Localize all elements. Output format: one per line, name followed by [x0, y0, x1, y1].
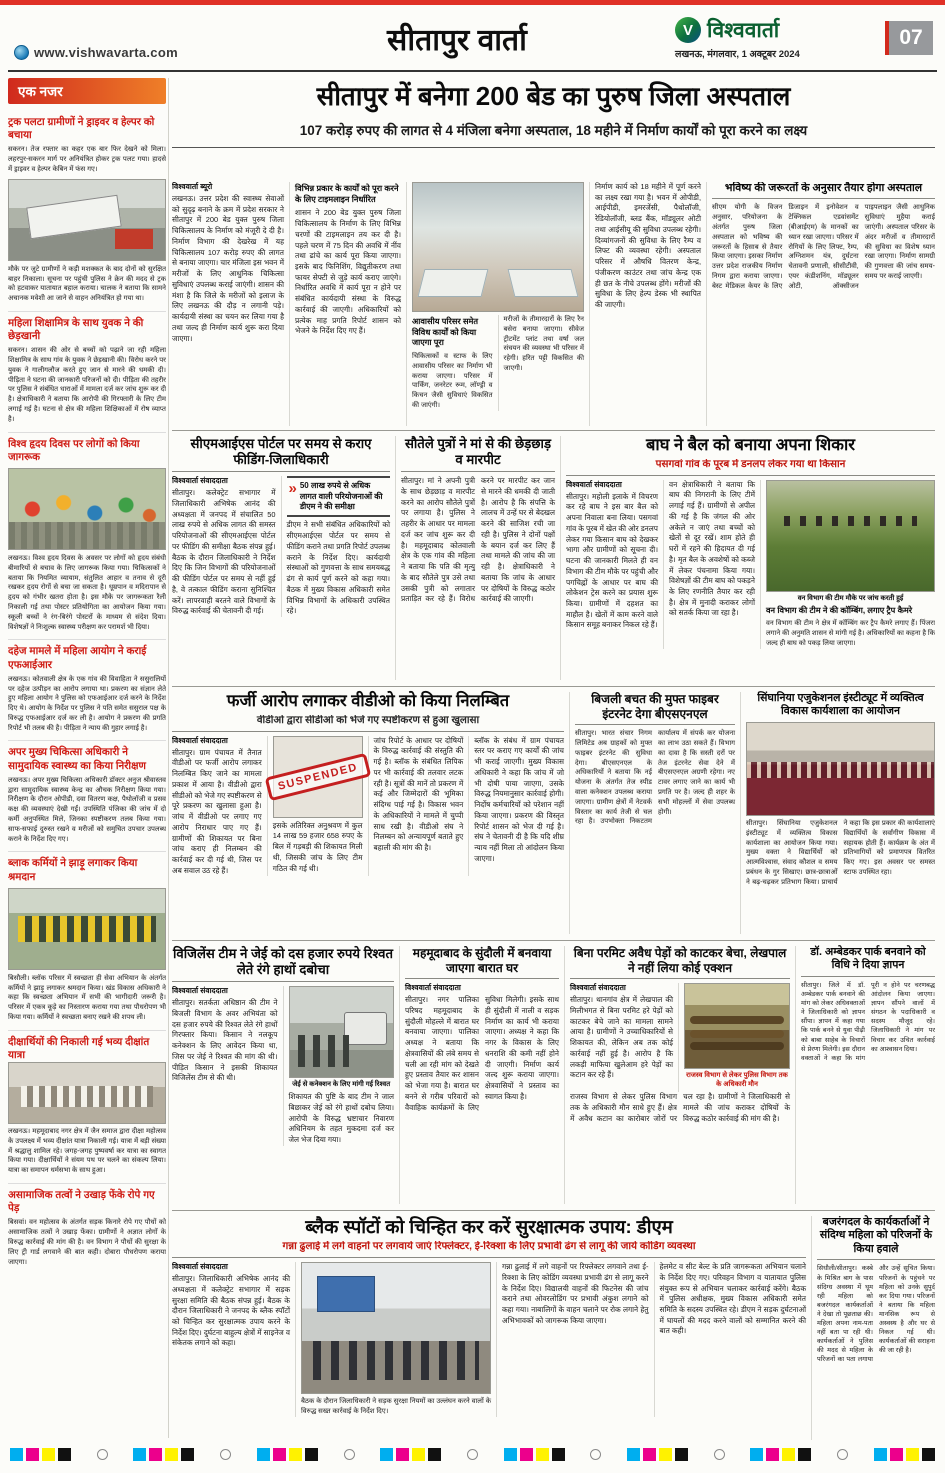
lead-deck: 107 करोड़ रुपए की लागत से 4 मंजिला बनेगा अस्पताल, 18 महीने में निर्माण कार्यों को पूरा करने का लक्ष्य	[299, 122, 808, 138]
lead-headline[interactable]: सीतापुर में बनेगा 200 बेड का पुरुष जिला अस्पताल	[316, 81, 791, 111]
vigilance-photo-caption: जेई से कनेक्शन के लिए मांगी गई रिश्वत	[292, 1081, 391, 1089]
illegal-trees-text: राजस्व विभाग से लेकर पुलिस विभाग तक के अधिकारी मौन साधे हुए हैं। क्षेत्र में अवैध कटान का कारोबार जोरों पर चल रहा है। ग्रामीणों ने जिलाधिकारी से मामले की जांच कराकर दोषियों के विरुद्ध कठोर कार्रवाई की मांग की है।	[570, 1092, 790, 1123]
illegal-trees-column-1	[570, 983, 673, 1092]
press-marks	[10, 1447, 935, 1462]
header-divider	[8, 70, 937, 72]
page-number-box	[885, 21, 933, 55]
article-vigilance	[172, 946, 394, 1204]
bsnl-text: सीतापुर। भारत संचार निगम लिमिटेड अब ग्राहकों को मुफ्त फाइबर इंटरनेट की सुविधा देगा। बीएसएनएल के अधिकारियों ने बताया कि नई योजना के अंतर्गत तेज स्पीड वाला कनेक्शन उपलब्ध कराया जाएगा। ग्रामीण क्षेत्रों में नेटवर्क विस्तार का कार्य तेजी से चल रहा है। उपभोक्ता निकटतम कार्यालय में संपर्क कर योजना का लाभ उठा सकते हैं। विभाग का दावा है कि सस्ती दरों पर तेज इंटरनेट सेवा देने में बीएसएनएल अग्रणी रहेगा। नए टावर लगाए जाने का कार्य भी प्रगति पर है। जल्द ही शहर के सभी मोहल्लों में सेवा उपलब्ध होगी।	[575, 730, 735, 826]
website-url: www.vishwavarta.com	[34, 45, 178, 60]
registration-mark-icon	[837, 1449, 848, 1460]
cmis-column-2	[281, 476, 391, 617]
sidebar-article-truck	[8, 111, 166, 304]
website-link[interactable]	[14, 45, 239, 66]
article-bsnl	[569, 692, 735, 934]
cmis-headline[interactable]: सीएमआईएस पोर्टल पर समय से कराए फीडिंग-जिलाधिकारी	[190, 436, 372, 468]
black-spots-text: गन्ना ढुलाई में लगे वाहनों पर रिफ्लेक्टर लगवाने तथा ई-रिक्शा के लिए कोडिंग व्यवस्था प्रभावी ढंग से लागू करने के निर्देश दिए। विद्यालयी वाहनों की फिटनेस की जांच कराने तथा ओवरलोडिंग पर प्रभावी अंकुश लगाने को कहा गया। नाबालिगों के वाहन चलाने पर रोक लगाने हेतु अभिभावकों को जागरूक किया जाएगा।	[502, 1262, 649, 1325]
cmyk-color-patch	[133, 1448, 194, 1461]
sidebar-article-text: लखनऊ। कोतवाली क्षेत्र के एक गांव की विवाहिता ने ससुरालियों पर दहेज उत्पीड़न का आरोप लगाया था। प्रकरण का संज्ञान लेते हुए महिला आयोग ने पुलिस को एफआईआर दर्ज करने के निर्देश दिए थे। आयोग के निर्देश पर पुलिस ने पति समेत ससुराल पक्ष के विरुद्ध एफआईआर दर्ज कर ली है। आयोग ने प्रकरण की प्रगति रिपोर्ट भी तलब की है। पीड़िता ने न्याय की गुहार लगाई है।	[8, 675, 166, 732]
illegal-trees-text: सीतापुर। थानगांव क्षेत्र में लेखपाल की मिलीभगत से बिना परमिट हरे पेड़ों को काटकर बेचे जाने का मामला सामने आया है। ग्रामीणों ने उच्चाधिकारियों से शिकायत की, लेकिन अब तक कोई कार्रवाई नहीं हुई है। आरोप है कि लकड़ी माफिया खुलेआम हरे पेड़ों का कटान कर रहे हैं।	[570, 995, 673, 1080]
vigilance-text: सीतापुर। सतर्कता अधिष्ठान की टीम ने बिजली विभाग के अवर अभियंता को दस हजार रुपये की रिश्वत लेते रंगे हाथों गिरफ्तार किया। किसान ने नलकूप कनेक्शन के लिए आवेदन किया था, जिस पर जेई ने रिश्वत की मांग की थी। पीड़ित किसान ने इसकी शिकायत विजिलेंस टीम से की थी।	[172, 998, 278, 1083]
sidebar-article-text: सकरन। तेज रफ्तार का कहर एक बार फिर देखने को मिला। लहरपुर-सकरन मार्ग पर अनियंत्रित होकर ट्रक पलट गया। हादसे में ड्राइवर व हेल्पर केबिन में फंस गए।	[8, 146, 166, 173]
sidebar-article-molestation	[8, 311, 166, 425]
registration-mark-icon	[714, 1449, 725, 1460]
black-spots-text: सीतापुर। जिलाधिकारी अभिषेक आनंद की अध्यक्षता में कलेक्ट्रेट सभागार में सड़क सुरक्षा समिति की बैठक संपन्न हुई। बैठक के दौरान जिलाधिकारी ने जनपद के ब्लैक स्पॉटों को चिन्हित कर सुरक्षात्मक उपाय करने के निर्देश दिए। दुर्घटना बाहुल्य क्षेत्रों में साइनेज व संकेतक लगाने को कहा।	[172, 1274, 290, 1348]
lead-column-3	[589, 182, 701, 426]
tiger-photo-caption: वन विभाग की टीम मौके पर जांच करती हुई	[797, 594, 904, 602]
barat-ghar-text: सीतापुर। नगर पालिका परिषद महमूदाबाद के सुंदौली मोहल्ले में बारात घर बनवाया जाएगा। पालिका अध्यक्ष ने बताया कि क्षेत्रवासियों की लंबे समय से चली आ रही मांग को देखते हुए प्रस्ताव तैयार कर शासन को भेजा गया है। बारात घर बनने से गरीब परिवारों को वैवाहिक कार्यक्रमों के लिए सुविधा मिलेगी। इसके साथ ही सुंदौली में नाली व सड़क निर्माण का कार्य भी कराया जाएगा। अध्यक्ष ने कहा कि नगर के विकास के लिए धनराशि की कमी नहीं होने दी जाएगी। निर्माण कार्य जल्द शुरू कराया जाएगा। क्षेत्रवासियों ने प्रस्ताव का स्वागत किया है।	[405, 995, 559, 1112]
black-spots-text: बैठक के दौरान जिलाधिकारी ने सड़क सुरक्षा नियमों का उल्लंघन करने वालों के विरुद्ध सख्त कार्रवाई के निर्देश दिए।	[301, 1398, 491, 1415]
black-spots-headline[interactable]: ब्लैक स्पॉटों को चिन्हित कर करें सुरक्षात्मक उपाय: डीएम	[305, 1216, 673, 1237]
singhania-text: सीतापुर। सिंघानिया एजुकेशनल इंस्टीट्यूट में व्यक्तित्व विकास कार्यशाला का आयोजन किया गया। मुख्य वक्ता ने विद्यार्थियों को आत्मविश्वास, संवाद कौशल व समय प्रबंधन के गुर सिखाए। छात्र-छात्राओं ने बढ़-चढ़कर प्रतिभाग किया। प्राचार्य ने कहा कि इस प्रकार की कार्यशालाएं विद्यार्थियों के सर्वांगीण विकास में सहायक होती हैं। कार्यक्रम के अंत में प्रतिभागियों को प्रमाणपत्र वितरित किए गए। इस अवसर पर समस्त स्टाफ उपस्थित रहा।	[746, 819, 935, 886]
row-6	[172, 1210, 935, 1440]
article-ambedkar-park	[795, 946, 935, 1204]
cmis-byline: विश्ववार्ता संवाददाता	[172, 476, 228, 486]
sidebar-ek-nazar	[8, 78, 166, 1438]
barat-ghar-headline[interactable]: महमूदाबाद के सुंदौली में बनवाया जाएगा बारात घर	[412, 946, 552, 975]
black-spots-column-1	[172, 1262, 290, 1417]
article-cmis	[172, 436, 390, 680]
lead-story-header	[172, 82, 935, 148]
tiger-headline[interactable]: बाघ ने बैल को बनाया अपना शिकार	[646, 436, 855, 454]
sidebar-article-shramdan	[8, 851, 166, 1022]
stepsons-headline[interactable]: सौते‌ले पुत्रों ने मां से की छेड़छाड़ व मारपीट	[404, 436, 552, 468]
tiger-text: वन विभाग की टीम ने क्षेत्र में कॉम्बिंग कर ट्रैप कैमरे लगाए हैं। पिंजरा लगाने की अनुमति शासन से मांगी गई है। अधिकारियों का कहना है कि जल्द ही बाघ को पकड़ लिया जाएगा।	[766, 620, 935, 647]
sidebar-article-diksha-yatra	[8, 1030, 166, 1176]
illegal-trees-photo-caption: राजस्व विभाग से लेकर पुलिस विभाग तक के अधिकारी मौन	[686, 1072, 788, 1089]
sidebar-article-text: लखनऊ। महमूदाबाद नगर क्षेत्र में जैन समाज द्वारा दीक्षा महोत्सव के उपलक्ष्य में भव्य दीक्षांत यात्रा निकाली गई। यात्रा में बड़ी संख्या में श्रद्धालु शामिल रहे। जगह-जगह पुष्पवर्षा कर यात्रा का स्वागत किया गया। दीक्षार्थियों ने संयम पथ पर चलने का संकल्प लिया। यात्रा का समापन धर्मसभा के साथ हुआ।	[8, 1128, 166, 1175]
vdo-headline[interactable]: फर्जी आरोप लगाकर वीडीओ को किया निलम्बित	[226, 692, 510, 710]
vigilance-photo-column	[283, 986, 395, 1146]
globe-icon	[14, 45, 29, 60]
illegal-trees-headline[interactable]: बिना परमिट अवैध पेड़ों को काटकर बेचा, लेखपाल ने नहीं लिया कोई एक्शन	[573, 946, 787, 975]
dateline: लखनऊ, मंगलवार, 1 अक्टूबर 2024	[675, 49, 800, 60]
vdo-text: सीतापुर। ग्राम पंचायत में तैनात वीडीओ पर फर्जी आरोप लगाकर निलम्बित किए जाने का मामला प्रकाश में आया है। वीडीओ द्वारा सीडीओ को भेजे गए स्पष्टीकरण से पूरे प्रकरण का खुलासा हुआ है। जांच में वीडीओ पर लगाए गए आरोप निराधार पाए गए हैं। ग्रामीणों की शिकायत पर बिना जांच कराए ही निलम्बन की कार्रवाई कर दी गई थी, जिस पर अब सवाल उठ रहे हैं।	[172, 747, 262, 875]
ambedkar-text: सीतापुर। जिले में डॉ. अम्बेडकर पार्क बनवाने की मांग को लेकर अधिवक्ताओं ने जिलाधिकारी को ज्ञापन सौंपा। ज्ञापन में कहा गया कि पार्क बनने से युवा पीढ़ी को बाबा साहेब के विचारों से प्रेरणा मिलेगी। इस दौरान वक्ताओं ने कहा कि मांग पूरी न होने पर चरणबद्ध आंदोलन किया जाएगा। ज्ञापन सौंपने वालों में संगठन के पदाधिकारी व सदस्य मौजूद रहे। जिलाधिकारी ने मांग पर विचार कर उचित कार्रवाई का आश्वासन दिया।	[801, 981, 935, 1062]
lead-column-1	[172, 182, 284, 426]
article-stepsons	[395, 436, 555, 680]
brand-block	[675, 16, 875, 60]
vigilance-column-1	[172, 986, 278, 1146]
lead-mini-column-2	[498, 315, 585, 411]
black-spots-photo-column	[295, 1262, 491, 1417]
sidebar-article-title[interactable]: दहेज मामले में महिला आयोग ने कराई एफआईआर	[8, 646, 147, 671]
sidebar-article-text: लखनऊ। अपर मुख्य चिकित्सा अधिकारी डॉक्टर अनुज श्रीवास्तव द्वारा सामुदायिक स्वास्थ्य केन्द्र का औचक निरीक्षण किया गया। निरीक्षण के दौरान ओपीडी, दवा वितरण कक्ष, पैथोलॉजी व प्रसव कक्ष की व्यवस्थाएं देखी गईं। उपस्थिति पंजिका की जांच में दो कर्मी अनुपस्थित मिले, जिनका स्पष्टीकरण तलब किया गया। साफ-सफाई दुरुस्त रखने व मरीजों को समुचित उपचार उपलब्ध कराने के निर्देश दिए गए।	[8, 776, 166, 843]
lead-column-2	[289, 182, 401, 426]
sidebar-header: एक नजर	[8, 78, 166, 104]
page-header	[14, 10, 933, 66]
illegal-trees-photo-column	[678, 983, 790, 1092]
sidebar-article-title[interactable]: विश्व हृदय दिवस पर लोगों को किया जागरूक	[8, 438, 140, 463]
tiger-subhead: वन विभाग की टीम ने की कॉम्बिंग, लगाए ट्रैप कैमरे	[766, 605, 913, 615]
sidebar-article-uprooted-trees	[8, 1183, 166, 1267]
cmyk-color-patch	[257, 1448, 318, 1461]
vdo-byline: विश्ववार्ता संवाददाता	[172, 735, 228, 745]
bsnl-headline[interactable]: बिजली बचत की मुफ्त फाइबर इंटरनेट देगा बीएसएनएल	[591, 692, 719, 721]
divider	[172, 731, 564, 732]
cmyk-color-patch	[10, 1448, 71, 1461]
tiger-column-2	[663, 480, 755, 649]
cmyk-color-patch	[750, 1448, 811, 1461]
barat-ghar-byline: विश्ववार्ता संवाददाता	[405, 983, 461, 993]
sidebar-article-title[interactable]: ब्लाक कर्मियों ने झाड़ू लगाकर किया श्रमदान	[8, 858, 138, 883]
illegal-trees-byline: विश्ववार्ता संवाददाता	[570, 983, 626, 993]
row-3	[172, 430, 935, 680]
cmis-quote-text: 50 लाख रुपये से अधिक लागत वाली परियोजनाओं की डीएम ने की समीक्षा	[299, 481, 383, 511]
tiger-deck: पसगवां गांव के पूरब में डनलप लेकर गया था किसान	[655, 458, 846, 470]
vdo-deck: वीडीओ द्वारा सीडीओ को भेजे गए स्पष्टीकरण से हुआ खुलासा	[256, 714, 480, 726]
brand-name: विश्ववार्ता	[707, 19, 780, 42]
lead-photo-subcolumns	[412, 315, 584, 411]
registration-mark-icon	[97, 1449, 108, 1460]
lead-side-article	[706, 182, 935, 426]
vdo-text: ब्लॉक के संबंध में ग्राम पंचायत स्तर पर कराए गए कार्यों की जांच भी कराई जाएगी। मुख्य विकास अधिकारी ने कहा कि जांच में जो भी दोषी पाया जाएगा, उसके विरुद्ध नियमानुसार कार्रवाई होगी। निर्दोष कर्मचारियों को परेशान नहीं किया जाएगा। प्रकरण की विस्तृत रिपोर्ट शासन को भेज दी गई है। संघ ने चेतावनी दी है कि यदि शीघ्र न्याय नहीं मिला तो आंदोलन किया जाएगा।	[474, 735, 564, 863]
sidebar-article-title[interactable]: असामाजिक तत्वों ने उखाड़ फेंके रोपे गए पेड़	[8, 1190, 155, 1215]
sidebar-article-text: बिसवां। वन महोत्सव के अंतर्गत सड़क किनारे रोपे गए पौधों को असामाजिक तत्वों ने उखाड़ फेंका। ग्रामीणों ने अज्ञात लोगों के विरुद्ध कार्रवाई की मांग की है। वन विभाग ने पौधों की सुरक्षा के लिए ट्री गार्ड लगवाने की बात कही। दोबारा पौधरोपण कराया जाएगा।	[8, 1219, 166, 1266]
registration-mark-icon	[344, 1449, 355, 1460]
side-article-text: सीएम योगी के विजन अनुसार, परियोजना के अंतर्गत पुरुष जिला अस्पताल को भविष्य की जरूरतों के हिसाब से तैयार किया जाएगा। इसका निर्माण उत्तर प्रदेश राजकीय निर्माण निगम द्वारा कराया जाएगा। बेस्ट मेडिकल केयर के लिए डिजाइन में इनोवेशन व टेक्निकल एडवांसमेंट (बीआईएम) के मानकों का ध्यान रखा जाएगा। परिसर में रोगियों के लिए लिफ्ट, रैम्प, अग्निशमन यंत्र, दुर्घटना चेतावनी प्रणाली, सीसीटीवी, एयर कंडीशनिंग, मॉड्यूलर ओटी, ऑक्सीजन पाइपलाइन जैसी आधुनिक सुविधाएं मुहैया कराई जाएंगी। अस्पताल परिसर के अंदर मरीजों व तीमारदारों की सुविधा का विशेष ध्यान रखा जाएगा। निर्माण सामग्री की गुणवत्ता की जांच समय-समय पर कराई जाएगी।	[712, 204, 935, 290]
sidebar-article-text: मौके पर जुटे ग्रामीणों ने कड़ी मशक्कत के बाद दोनों को सुरक्षित बाहर निकाला। सूचना पर पहुंची पुलिस ने क्रेन की मदद से ट्रक को हटवाकर यातायात बहाल कराया। चालक ने बताया कि सामने अचानक मवेशी आ जाने से वाहन अनियंत्रित हो गया था।	[8, 265, 166, 303]
lead-byline: विश्ववार्ता ब्यूरो	[172, 182, 213, 191]
vishwavarta-logo-icon: V	[675, 17, 701, 43]
singhania-headline[interactable]: सिंघानिया एजुकेशनल इंस्टीट्यूट में व्यक्तित्व विकास कार्यशाला का आयोजन	[757, 692, 924, 718]
truck-accident-photo	[8, 179, 166, 261]
sidebar-article-text: लखनऊ। विश्व हृदय दिवस के अवसर पर लोगों को हृदय संबंधी बीमारियों से बचाव के लिए जागरूक किया गया। चिकित्सकों ने बताया कि नियमित व्यायाम, संतुलित आहार व तनाव से दूरी रखकर हृदय रोगों से बचा जा सकता है। धूम्रपान व मदिरापान से हृदय को गंभीर खतरा होता है। इस मौके पर जागरूकता रैली निकाली गई तथा पोस्टर प्रतियोगिता का आयोजन किया गया। स्कूली बच्चों ने रंग-बिरंगे पोस्टरों के माध्यम से संदेश दिया। विशेषज्ञों ने निःशुल्क स्वास्थ्य परीक्षण कर परामर्श भी दिया।	[8, 554, 166, 631]
tiger-text: सीतापुर। महोली इलाके में विचरण कर रहे बाघ ने इस बार बैल को अपना निवाला बना लिया। पसगवां गांव के पूरब में खेत की ओर डनलप लेकर गया किसान बाघ को देखकर भागा और ग्रामीणों को सूचना दी। घटना की जानकारी मिलते ही वन विभाग की टीम मौके पर पहुंची और पगचिह्नों के आधार पर बाघ की लोकेशन ट्रेस करने का प्रयास शुरू किया। ग्रामीणों में दहशत का माहौल है। खेतों में काम करने वाले किसान समूह बनाकर निकल रहे हैं।	[566, 491, 658, 630]
lead-photo-column	[406, 182, 584, 426]
cmyk-color-patch	[504, 1448, 565, 1461]
lead-subhead-campus: आवासीय परिसर समेत विविध कार्यों को किया जाएगा पूरा	[412, 317, 479, 348]
top-red-bar	[0, 0, 945, 5]
divider	[405, 978, 559, 979]
divider	[712, 198, 935, 199]
lead-divider	[172, 147, 935, 148]
vdo-column-2	[267, 736, 363, 877]
stepsons-text: सीतापुर। मां ने अपनी पुत्री के साथ छेड़छाड़ व मारपीट करने का आरोप सौतेले पुत्रों पर लगाया है। पुलिस ने तहरीर के आधार पर मामला दर्ज कर जांच शुरू कर दी है। महमूदाबाद कोतवाली क्षेत्र के एक गांव की महिला ने बताया कि पति की मृत्यु के बाद सौतेले पुत्र उसे तथा उसकी पुत्री को लगातार प्रताड़ित कर रहे हैं। विरोध करने पर मारपीट कर जान से मारने की धमकी दी जाती है। आरोप है कि संपत्ति के लालच में उन्हें घर से बेदखल करने की साजिश रची जा रही है। पुलिस ने दोनों पक्षों के बयान दर्ज कर लिए हैं तथा मामले की जांच की जा रही है। क्षेत्राधिकारी ने बताया कि जांच के आधार पर दोषियों के विरुद्ध कठोर कार्रवाई की जाएगी।	[401, 476, 555, 604]
divider	[401, 471, 555, 472]
sidebar-article-heart-day	[8, 432, 166, 633]
registration-mark-icon	[590, 1449, 601, 1460]
article-tiger	[560, 436, 935, 680]
vdo-column-4	[468, 736, 564, 877]
lead-mini-column-1	[412, 315, 493, 411]
suspended-stamp-text: SUSPENDED	[264, 752, 371, 800]
suspended-stamp-image	[273, 736, 363, 818]
lead-story-body	[172, 182, 935, 426]
sidebar-article-title[interactable]: ट्रक पलटा ग्रामीणों ने ड्राइवर व हेल्पर को बचाया	[8, 117, 155, 142]
divider	[817, 1259, 935, 1260]
dm-meeting-photo	[301, 1262, 491, 1394]
divider	[575, 724, 735, 725]
vigilance-text: शिकायत की पुष्टि के बाद टीम ने जाल बिछाकर जेई को रंगे हाथों दबोच लिया। आरोपी के विरुद्ध भ्रष्टाचार निवारण अधिनियम के तहत मुकदमा दर्ज कर जेल भेज दिया गया।	[288, 1092, 394, 1145]
tiger-text: वन क्षेत्राधिकारी ने बताया कि बाघ की निगरानी के लिए टीमें लगाई गई हैं। ग्रामीणों से अपील की गई है कि जंगल की ओर अकेले न जाएं तथा बच्चों को खेतों से दूर रखें। शाम होते ही घरों में रहने की हिदायत दी गई है। मृत बैल के अवशेषों को कब्जे में लेकर पंचनामा किया गया। विशेषज्ञों की टीम बाघ को पकड़ने के लिए रणनीति तैयार कर रही है। क्षेत्र में मुनादी कराकर लोगों को सतर्क किया जा रहा है।	[669, 479, 755, 618]
lead-text: शासन ने 200 बेड युक्त पुरुष जिला चिकित्सालय के निर्माण के लिए विभिन्न चरणों की टाइमलाइन तय कर दी है। पहले चरण में 75 दिन की अवधि में नींव तथा ढांचे का कार्य पूरा किया जाएगा। इसके बाद फिनिशिंग, विद्युतीकरण तथा फायर सेफ्टी से जुड़े कार्य कराए जाएंगे। निर्धारित अवधि में कार्य पूरा न होने पर संबंधित कार्यदायी संस्था के विरुद्ध कार्रवाई की जाएगी। अधिकारियों को प्रत्येक माह प्रगति रिपोर्ट शासन को भेजने के निर्देश दिए गए हैं।	[295, 208, 401, 336]
cmis-text: सीतापुर। कलेक्ट्रेट सभागार में जिलाधिकारी अभिषेक आनंद की अध्यक्षता में जनपद में संचालित 50 लाख रुपये से अधिक लागत की समस्त परियोजनाओं की सीएमआईएस पोर्टल पर फीडिंग की समीक्षा बैठक संपन्न हुई। बैठक के दौरान जिलाधिकारी ने निर्देश दिए कि जिन विभागों की परियोजनाओं की फीडिंग पोर्टल पर समय से नहीं हुई है, वे तत्काल फीडिंग कराना सुनिश्चित करें। लापरवाही बरतने वाले विभागों के विरुद्ध कार्रवाई की चेतावनी दी गई।	[172, 488, 276, 616]
article-bajrang-dal	[811, 1216, 935, 1440]
article-illegal-trees	[564, 946, 790, 1204]
divider	[570, 978, 790, 979]
sidebar-article-text: सकरन। शासन की ओर से बच्चों को पढ़ाने जा रही महिला शिक्षामित्र के साथ गांव के युवक ने छेड़खानी की। विरोध करने पर युवक ने गालीगलौज करते हुए जान से मारने की धमकी दी। पीड़िता ने घटना की जानकारी परिजनों को दी। पीड़िता की तहरीर पर पुलिस ने संबंधित धाराओं में मामला दर्ज कर जांच शुरू कर दी है। क्षेत्राधिकारी ने बताया कि आरोपी की गिरफ्तारी के लिए टीम लगाई गई है। घटना से क्षेत्र की महिला शिक्षिकाओं में रोष व्याप्त है।	[8, 347, 166, 423]
page-number: 07	[889, 21, 933, 55]
black-spots-column-3	[654, 1262, 807, 1417]
divider	[172, 471, 390, 472]
masthead-section-title: सीतापुर वार्ता	[387, 23, 527, 57]
black-spots-deck: गन्ना ढुलाई में लगे वाहनों पर लगवाये जाएं रिफ्लेक्टर, ई-रिक्शा के लिए प्रभावी ढंग से लागू की जाये कोडिंग व्यवस्था	[282, 1241, 696, 1253]
sidebar-article-dowry-fir	[8, 639, 166, 733]
cmyk-color-patch	[874, 1448, 935, 1461]
side-article-headline[interactable]: भविष्य की जरूरतों के अनुसार तैयार होगा अस्पताल	[724, 182, 923, 194]
lead-text: लखनऊ। उत्तर प्रदेश की स्वास्थ्य सेवाओं को सुदृढ़ बनाने के क्रम में प्रदेश सरकार ने सीतापुर में 200 बेड युक्त पुरुष जिला चिकित्सालय के निर्माण को मंजूरी दे दी है। निर्माण विभाग की देखरेख में यह चिकित्सालय 107 करोड़ रुपए की लागत से बनाया जाएगा। चार मंजिला इस भवन में मरीजों के लिए आधुनिक चिकित्सा सुविधाएं उपलब्ध कराई जाएंगी। शासन की मंशा है कि जिले के मरीजों को इलाज के लिए लखनऊ की दौड़ न लगानी पड़े। कार्यदायी संस्था का चयन कर लिया गया है तथा जल्द ही निर्माण कार्य शुरू करा दिया जाएगा।	[172, 194, 284, 343]
sidebar-article-title[interactable]: महिला शिक्षामित्र के साथ युवक ने की छेड़खानी	[8, 317, 144, 343]
felled-trees-photo	[684, 983, 790, 1069]
vdo-column-1	[172, 736, 262, 877]
row-5	[172, 940, 935, 1204]
tiger-byline: विश्ववार्ता संवाददाता	[566, 479, 622, 489]
cmyk-color-patch	[380, 1448, 441, 1461]
vigilance-arrest-photo	[289, 986, 395, 1078]
bajrang-text: सिधौली/सीतापुर। कस्बे के मिश्रित बाग के पास संदिग्ध अवस्था में घूम रही महिला को बजरंगदल कार्यकर्ताओं ने देखा तो पूछताछ की। महिला अपना नाम-पता नहीं बता पा रही थी। कार्यकर्ताओं ने पुलिस की मदद से महिला के परिजनों का पता लगाया और उन्हें सूचित किया। परिजनों के पहुंचने पर महिला को उनके सुपुर्द कर दिया गया। परिजनों ने बताया कि महिला मानसिक रूप से अस्वस्थ है और घर से निकल गई थी। कार्यकर्ताओं की सराहना की जा रही है।	[817, 1265, 935, 1364]
lead-text: मरीजों के तीमारदारों के लिए रैन बसेरा बनाया जाएगा। सीवेज ट्रीटमेंट प्लांट तथा वर्षा जल संचयन की व्यवस्था भी परिसर में रहेगी। हरित पट्टी विकसित की जाएगी।	[503, 316, 584, 372]
lead-text: चिकित्सकों व स्टाफ के लिए आवासीय परिसर का निर्माण भी कराया जाएगा। परिसर में पार्किंग, जनरेटर रूम, लॉण्ड्री व किचन जैसी सुविधाएं विकसित की जाएंगी।	[412, 352, 493, 409]
article-black-spots	[172, 1216, 806, 1440]
double-angle-quote-icon: »	[288, 480, 297, 498]
bajrang-headline[interactable]: बजरंगदल के कार्यकर्ताओं ने संदिग्ध महिला को परिजनों के किया हवाले	[819, 1216, 933, 1255]
article-singhania-workshop	[740, 692, 935, 934]
article-barat-ghar	[399, 946, 559, 1204]
workshop-group-photo	[746, 722, 935, 816]
diksha-procession-photo	[8, 1062, 166, 1124]
tiger-column-1	[566, 480, 658, 649]
sidebar-divider	[168, 78, 169, 1438]
black-spots-column-2	[496, 1262, 649, 1417]
black-spots-text: हेलमेट व सीट बेल्ट के प्रति जागरूकता अभियान चलाने के निर्देश दिए गए। परिवहन विभाग व यातायात पुलिस संयुक्त रूप से अभियान चलाकर कार्रवाई करेंगे। बैठक में पुलिस अधीक्षक, मुख्य विकास अधिकारी समेत समिति के सदस्य उपस्थित रहे। डीएम ने सड़क दुर्घटनाओं में घायलों की मदद करने वालों को सम्मानित करने की बात कही।	[659, 1262, 806, 1336]
vigilance-headline[interactable]: विजिलेंस टीम ने जेई को दस हजार रुपये रिश्वत लेते रंगे हाथों दबोचा	[173, 946, 393, 978]
divider	[172, 1257, 806, 1258]
vdo-text: जांच रिपोर्ट के आधार पर दोषियों के विरुद्ध कार्रवाई की संस्तुति की गई है। ब्लॉक के संबंधित लिपिक पर भी कार्रवाई की तलवार लटक रही है। सूत्रों की मानें तो प्रकरण में कई और जिम्मेदारों की भूमिका संदिग्ध पाई गई है। विकास भवन के अधिकारियों ने मामले में चुप्पी साध रखी है। वीडीओ संघ ने निलम्बन को अन्यायपूर्ण बताते हुए बहाली की मांग की है।	[373, 735, 464, 852]
black-spots-byline: विश्ववार्ता संवाददाता	[172, 1262, 228, 1272]
ambedkar-headline[interactable]: डॉ. अम्बेडकर पार्क बनवाने को विधि ने दिया ज्ञापन	[810, 946, 926, 972]
sidebar-article-title[interactable]: दीक्षार्थियों की निकाली गई भव्य दीक्षांत यात्रा	[8, 1036, 150, 1061]
cmis-pull-quote	[287, 476, 391, 517]
divider	[566, 475, 935, 476]
registration-mark-icon	[467, 1449, 478, 1460]
lead-subhead-timeline: विभिन्न प्रकार के कार्यों को पूरा करने के लिए टाइमलाइन निर्धारित	[295, 184, 399, 204]
sidebar-article-text: बिसौली। ब्लॉक परिसर में स्वच्छता ही सेवा अभियान के अंतर्गत कर्मियों ने झाड़ू लगाकर श्रमदान किया। खंड विकास अधिकारी ने कहा कि स्वच्छता अभियान में सभी की भागीदारी जरूरी है। परिसर में एकत्र कूड़े का निस्तारण कराया गया तथा पौधरोपण भी किया गया। कर्मियों ने स्वच्छता बनाए रखने की शपथ ली।	[8, 974, 166, 1021]
vdo-text: इसके अतिरिक्त अनुश्रवण में कुल 14 लाख 59 हजार 658 रुपए के बिल में गड़बड़ी की शिकायत मिली थी, जिसकी जांच के लिए टीम गठित की गई थी।	[272, 820, 363, 873]
vdo-column-3	[368, 736, 464, 877]
article-vdo-suspension	[172, 692, 564, 934]
divider	[172, 981, 394, 982]
vigilance-byline: विश्ववार्ता संवाददाता	[172, 986, 228, 996]
forest-team-photo	[766, 480, 935, 592]
hospital-ward-photo	[412, 182, 584, 312]
sidebar-article-cmo-inspection	[8, 740, 166, 844]
shramdan-cleanup-photo	[8, 888, 166, 970]
tiger-photo-column	[760, 480, 935, 649]
cmyk-color-patch	[627, 1448, 688, 1461]
divider	[801, 976, 935, 977]
registration-mark-icon	[220, 1449, 231, 1460]
cmis-text: डीएम ने सभी संबंधित अधिकारियों को सीएमआईएस पोर्टल पर समय से फीडिंग कराने तथा प्रगति रिपोर्ट उपलब्ध कराने के निर्देश दिए। कार्यदायी संस्थाओं को गुणवत्ता के साथ समयबद्ध ढंग से कार्य पूर्ण करने को कहा गया। बैठक में मुख्य विकास अधिकारी समेत विभिन्न विभागों के अधिकारी उपस्थित रहे।	[286, 520, 390, 616]
lead-text: निर्माण कार्य को 18 महीने में पूर्ण करने का लक्ष्य रखा गया है। भवन में ओपीडी, आईपीडी, इमरजेंसी, पैथोलॉजी, रेडियोलॉजी, ब्लड बैंक, मॉड्यूलर ओटी तथा आईसीयू की सुविधा उपलब्ध रहेगी। दिव्यांगजनों की सुविधा के लिए रैम्प व लिफ्ट की व्यवस्था रहेगी। अस्पताल परिसर में औषधि वितरण केन्द्र, पंजीकरण काउंटर तथा जांच केन्द्र एक ही छत के नीचे उपलब्ध होंगे। मरीजों की सुविधा के लिए हेल्प डेस्क भी स्थापित की जाएगी।	[595, 182, 701, 310]
heart-day-rally-photo	[8, 468, 166, 550]
sidebar-article-title[interactable]: अपर मुख्य चिकित्सा अधिकारी ने सामुदायिक स्वास्थ्य का किया निरीक्षण	[8, 747, 146, 772]
cmis-column-1	[172, 476, 276, 617]
row-4	[172, 686, 935, 934]
